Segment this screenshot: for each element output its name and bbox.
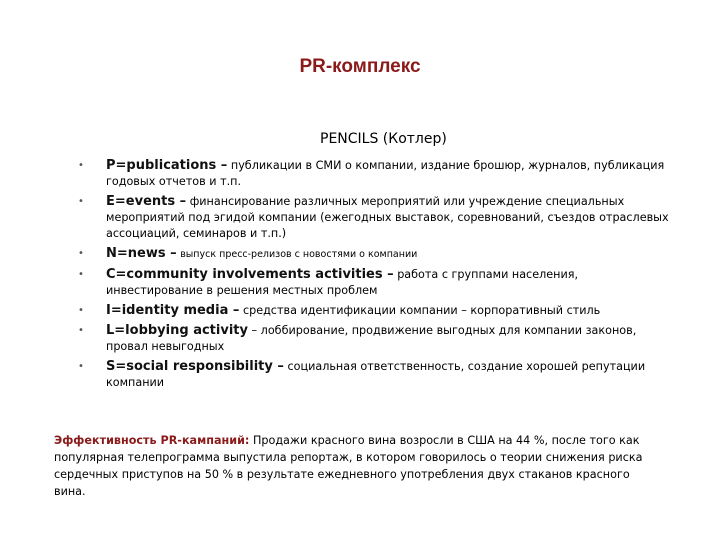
bullet-icon: • [78, 160, 84, 171]
item-term: E=events – [106, 194, 187, 209]
list-item [74, 267, 674, 299]
bullet-icon: • [78, 248, 84, 259]
item-term: I=identity media – [106, 303, 240, 318]
item-term: S=social responsibility – [106, 359, 284, 374]
page-title: PR-комплекс [299, 56, 421, 77]
list-item [74, 158, 674, 190]
list-item [74, 359, 674, 391]
item-description: – лоббирование, продвижение выгодных для компании законов, провал невыгодных [106, 324, 637, 353]
bullet-icon: • [78, 325, 84, 336]
item-description: финансирование различных мероприятий или учреждение специальных мероприятий под эгидой компании (ежегодных выставок, соревнований, съездов отраслевых ассоциаций, семинаров и т.п.) [106, 195, 669, 240]
item-description: средства идентификации компании – корпоративный стиль [242, 304, 601, 317]
effectiveness-label: Эффективность PR-кампаний: [54, 434, 250, 447]
effectiveness-note [54, 432, 664, 500]
list-item [74, 323, 674, 355]
list-item [74, 194, 674, 242]
list-item [74, 303, 674, 319]
pencils-list [74, 158, 674, 395]
item-description: социальная ответственность, создание хорошей репутации компании [106, 360, 646, 389]
item-term: C=community involvements activities – [106, 267, 394, 282]
item-description: работа с группами населения, инвестирование в решения местных проблем [106, 268, 579, 297]
bullet-icon: • [78, 305, 84, 316]
bullet-icon: • [78, 196, 84, 207]
bullet-icon: • [78, 361, 84, 372]
item-term: L=lobbying activity [106, 323, 248, 338]
bullet-icon: • [78, 269, 84, 280]
effectiveness-text: Продажи красного вина возросли в США на 44 %, после того как популярная телепрограмма выпустила репортаж, в котором говорилось о теории снижения риска сердечных приступов на 50 % в результате ежедневного употребления двух стаканов красного вина. [54, 434, 643, 498]
item-term: N=news – [106, 246, 177, 261]
item-description: выпуск пресс-релизов с новостями о компании [180, 249, 418, 260]
item-description: публикации в СМИ о компании, издание брошюр, журналов, публикация годовых отчетов и т.п. [106, 159, 665, 188]
item-term: P=publications – [106, 158, 228, 173]
subtitle: PENCILS (Котлер) [320, 131, 447, 147]
list-item [74, 246, 674, 263]
